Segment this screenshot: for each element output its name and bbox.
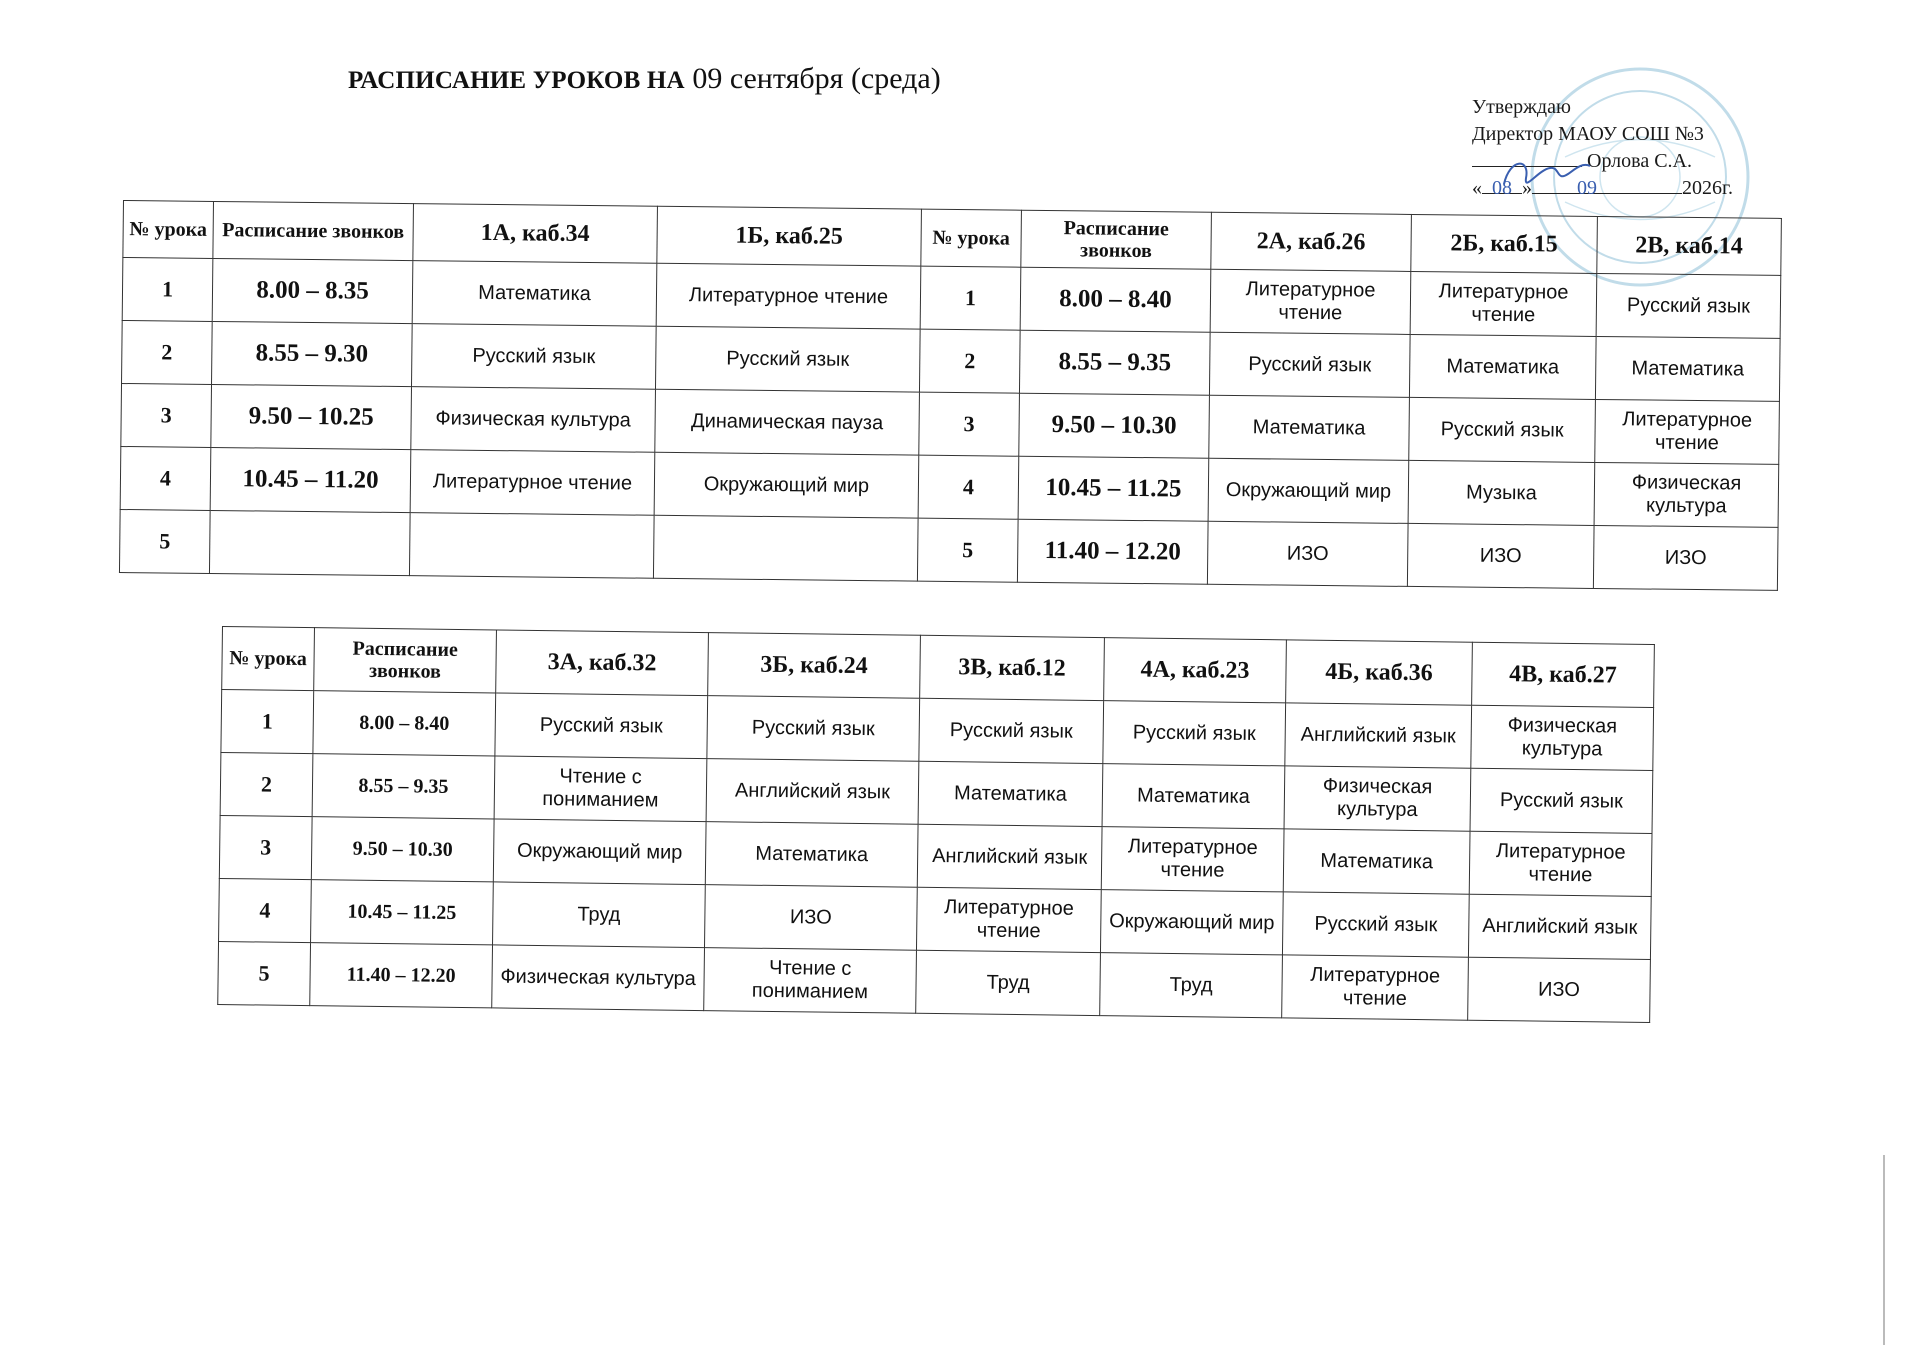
subject-cell: Физическая культура [411,387,656,453]
col-header-class-3b: 3Б, каб.24 [708,633,921,699]
subject-cell: Литературное чтение [410,450,655,516]
subject-cell: Физическая культура [492,945,705,1011]
col-header-class-4v: 4В, каб.27 [1472,642,1655,707]
bell-time: 11.40 – 12.20 [1017,519,1208,584]
col-header-bell-schedule: Расписание звонков [314,628,497,693]
subject-cell: Математика [412,261,657,327]
bell-time: 9.50 – 10.25 [211,384,412,449]
subject-cell: Русский язык [411,324,656,390]
subject-cell: Русский язык [1409,397,1596,462]
date-quote-close: » [1522,177,1532,199]
subject-cell: Чтение с пониманием [704,948,917,1014]
lesson-number: 3 [121,383,212,447]
subject-cell: Русский язык [1470,768,1653,833]
subject-cell: Русский язык [495,693,708,759]
lesson-number: 1 [920,266,1021,330]
bell-time: 8.00 – 8.40 [313,691,496,756]
subject-cell: Окружающий мир [493,819,706,885]
subject-cell: Физическая культура [1471,705,1654,770]
col-header-lesson-number-2: № урока [921,209,1022,267]
subject-cell: Литературное чтение [1210,269,1411,334]
date-year: 2026г. [1682,177,1733,199]
subject-cell: Математика [1595,336,1780,401]
col-header-lesson-number: № урока [222,627,315,691]
lesson-number: 4 [918,455,1019,519]
subject-cell: Русский язык [1596,273,1781,338]
bell-time: 10.45 – 11.20 [210,447,411,512]
date-quote-open: « [1472,177,1482,199]
subject-cell: ИЗО [1593,525,1778,590]
subject-cell: Русский язык [1282,892,1469,957]
subject-cell: Литературное чтение [1469,831,1652,896]
subject-cell: Литературное чтение [1595,399,1780,464]
col-header-class-3v: 3В, каб.12 [920,635,1105,700]
col-header-class-2b: 2Б, каб.15 [1411,214,1598,273]
lesson-number: 5 [119,509,210,573]
subject-cell: Математика [918,761,1103,826]
col-header-class-4a: 4А, каб.23 [1104,638,1287,703]
bell-time: 9.50 – 10.30 [311,817,494,882]
col-header-bell-schedule-2: Расписание звонков [1021,210,1212,269]
subject-cell: Литературное чтение [1282,955,1469,1020]
subject-cell: Литературное чтение [1410,271,1597,336]
bell-time: 10.45 – 11.25 [1018,456,1209,521]
subject-cell: Окружающий мир [1208,458,1409,523]
subject-cell: Математика [1409,334,1596,399]
subject-cell: Английский язык [1285,703,1472,768]
col-header-lesson-number: № урока [123,201,214,259]
subject-cell: Музыка [1408,460,1595,525]
date-day: 08 [1482,175,1522,194]
subject-cell: ИЗО [1468,957,1651,1022]
subject-cell: Труд [493,882,706,948]
lesson-number: 5 [917,518,1018,582]
bell-time [209,510,410,575]
schedule-table-grades-1-2 [119,200,1782,591]
bell-time: 8.55 – 9.35 [1019,330,1210,395]
subject-cell [653,515,918,581]
subject-cell: Литературное чтение [656,263,921,329]
subject-cell: Физическая культура [1594,462,1779,527]
subject-cell: Русский язык [655,326,920,392]
subject-cell: Английский язык [917,824,1102,889]
subject-cell: Чтение с пониманием [494,756,707,822]
subject-cell: ИЗО [1207,521,1408,586]
subject-cell: Математика [1102,764,1285,829]
col-header-class-3a: 3А, каб.32 [496,630,709,696]
subject-cell: Математика [1283,829,1470,894]
lesson-number: 3 [219,815,312,879]
bell-time: 9.50 – 10.30 [1019,393,1210,458]
bell-time: 8.55 – 9.35 [312,754,495,819]
lesson-number: 2 [919,329,1020,393]
lesson-number: 3 [919,392,1020,456]
bell-time: 8.00 – 8.35 [212,258,413,323]
subject-cell: ИЗО [704,885,917,951]
subject-cell: ИЗО [1407,523,1594,588]
col-header-class-1a: 1А, каб.34 [413,204,658,264]
approval-signer: Орлова С.А. [1587,150,1692,172]
bell-time: 8.00 – 8.40 [1020,267,1211,332]
subject-cell: Русский язык [1209,332,1410,397]
bell-time: 10.45 – 11.25 [311,880,494,945]
col-header-bell-schedule: Расписание звонков [213,201,414,260]
subject-cell: Английский язык [706,759,919,825]
title-date: 09 сентября (среда) [692,62,941,95]
subject-cell: Русский язык [919,698,1104,763]
subject-cell: Русский язык [707,696,920,762]
subject-cell: Динамическая пауза [655,389,920,455]
subject-cell: Труд [916,950,1101,1015]
title-bold: РАСПИСАНИЕ УРОКОВ НА [348,67,685,94]
lesson-number: 1 [122,258,213,322]
bell-time: 11.40 – 12.20 [310,943,493,1008]
lesson-number: 4 [219,878,312,942]
date-year-blank [1642,175,1682,194]
subject-cell: Окружающий мир [654,452,919,518]
subject-cell: Математика [705,822,918,888]
lesson-number: 2 [122,320,213,384]
approval-line-1: Утверждаю [1472,96,1571,118]
subject-cell: Физическая культура [1284,766,1471,831]
col-header-class-4b: 4Б, каб.36 [1286,640,1473,705]
approval-line-2: Директор МАОУ СОШ №3 [1472,123,1704,145]
date-month: 09 [1532,175,1642,194]
lesson-number: 1 [221,690,314,754]
lesson-number: 2 [220,752,313,816]
lesson-number: 5 [218,941,311,1005]
page-title [348,62,941,96]
schedule-table-grades-3-4 [217,626,1655,1023]
subject-cell: Труд [1100,953,1283,1018]
subject-cell: Английский язык [1468,894,1651,959]
subject-cell: Окружающий мир [1100,890,1283,955]
subject-cell: Литературное чтение [916,887,1101,952]
lesson-number: 4 [120,446,211,510]
scan-edge-line [1883,1155,1885,1345]
col-header-class-2v: 2В, каб.14 [1597,216,1782,275]
col-header-class-1b: 1Б, каб.25 [657,206,922,266]
subject-cell: Литературное чтение [1101,827,1284,892]
signature-scribble-icon [1490,148,1610,208]
subject-cell: Математика [1209,395,1410,460]
subject-cell [409,513,654,579]
bell-time: 8.55 – 9.30 [212,321,413,386]
subject-cell: Русский язык [1103,701,1286,766]
col-header-class-2a: 2А, каб.26 [1211,212,1412,271]
